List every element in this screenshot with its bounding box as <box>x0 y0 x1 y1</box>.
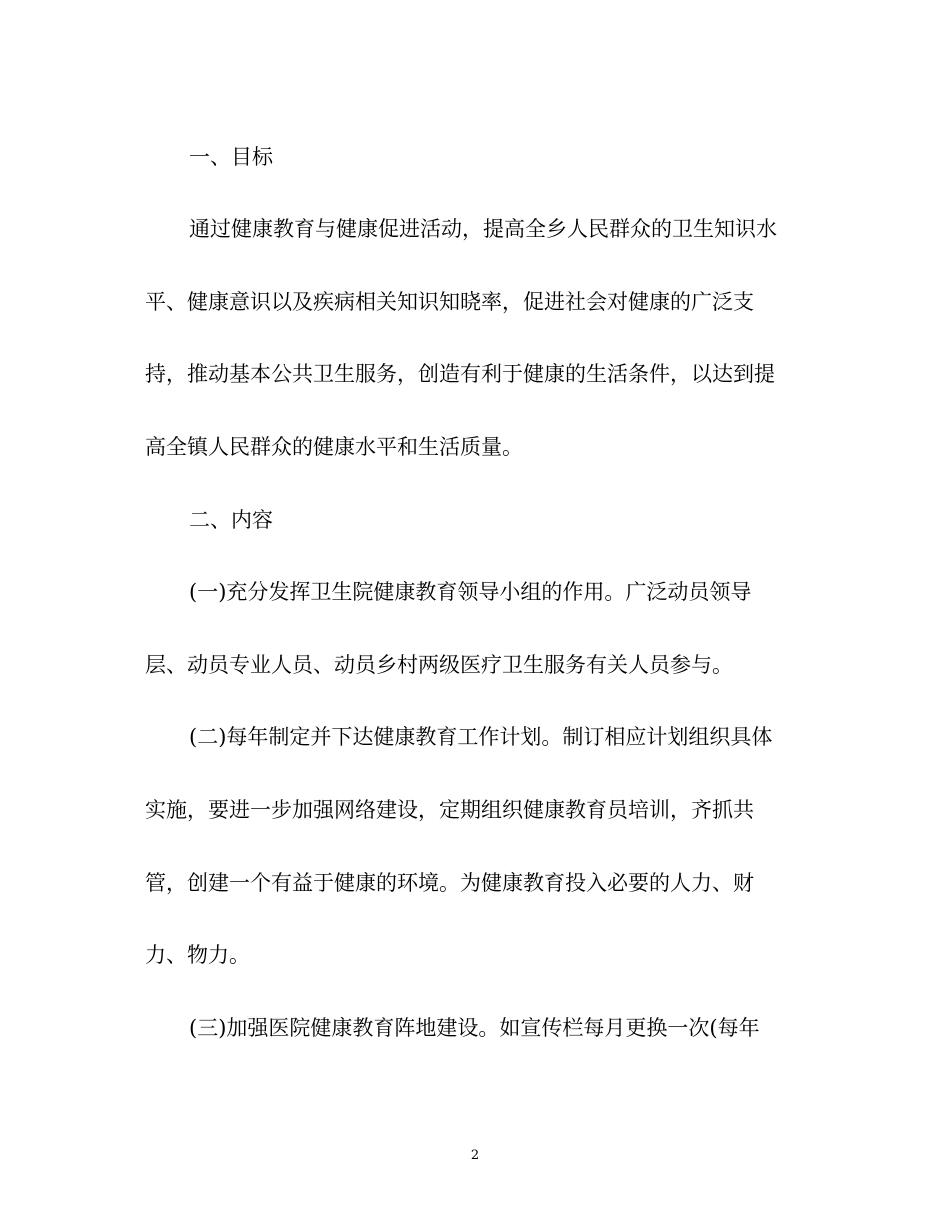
paragraph-line: (一)充分发挥卫生院健康教育领导小组的作用。广泛动员领导 <box>189 580 752 604</box>
paragraph-line: (三)加强医院健康教育阵地建设。如宣传栏每月更换一次(每年 <box>189 1016 760 1040</box>
paragraph-line: 层、动员专业人员、动员乡村两级医疗卫生服务有关人员参与。 <box>145 653 733 677</box>
heading-content: 二、内容 <box>189 508 273 532</box>
paragraph-line: 高全镇人民群众的健康水平和生活质量。 <box>145 435 523 459</box>
paragraph-line: 平、健康意识以及疾病相关知识知晓率，促进社会对健康的广泛支 <box>145 290 754 314</box>
paragraph-line: 持，推动基本公共卫生服务，创造有利于健康的生活条件，以达到提 <box>145 362 775 386</box>
heading-objective: 一、目标 <box>189 145 273 169</box>
paragraph-line: 力、物力。 <box>145 943 250 967</box>
paragraph-line: (二)每年制定并下达健康教育工作计划。制订相应计划组织具体 <box>189 725 773 749</box>
paragraph-line: 管，创建一个有益于健康的环境。为健康教育投入必要的人力、财 <box>145 871 754 895</box>
paragraph-line: 通过健康教育与健康促进活动，提高全乡人民群众的卫生知识水 <box>189 217 777 241</box>
paragraph-line: 实施，要进一步加强网络建设，定期组织健康教育员培训，齐抓共 <box>145 798 754 822</box>
page-number: 2 <box>470 1148 480 1163</box>
